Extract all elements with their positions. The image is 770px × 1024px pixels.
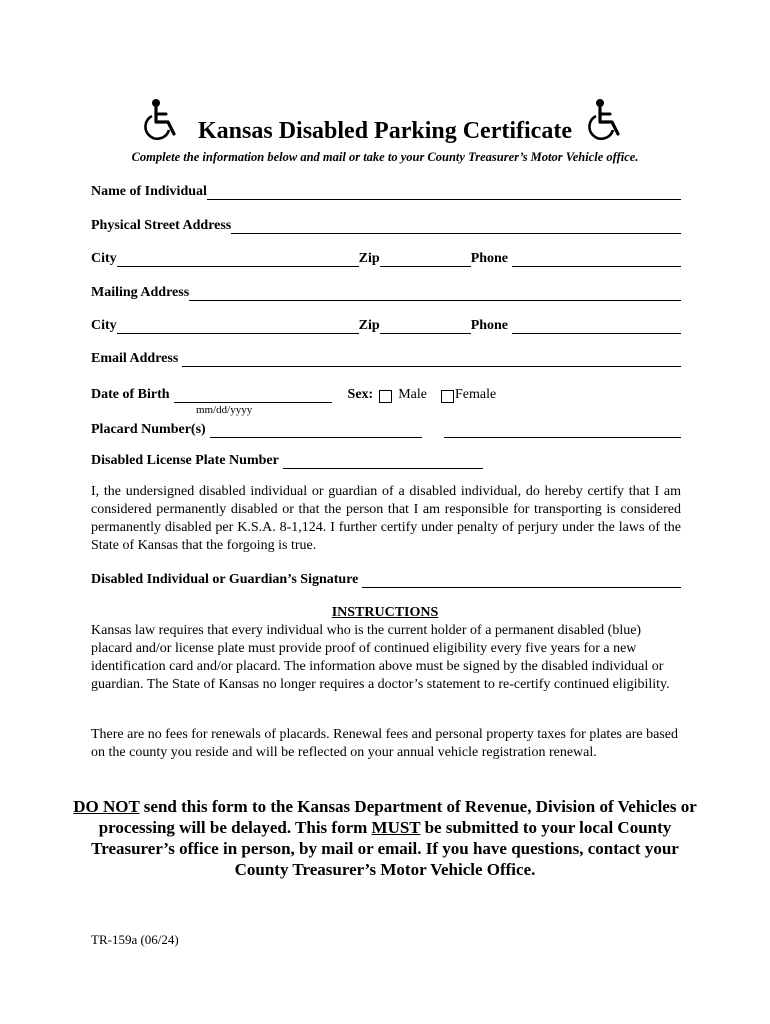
instructions-heading: INSTRUCTIONS	[331, 605, 439, 620]
physical-address-field[interactable]	[231, 219, 681, 234]
mailing-address-field[interactable]	[189, 286, 681, 301]
form-subtitle: Complete the information below and mail or take to your County Treasurer’s Motor Vehicle office.	[131, 150, 639, 164]
male-label: Male	[398, 387, 427, 402]
male-checkbox[interactable]	[379, 390, 392, 403]
female-checkbox[interactable]	[441, 390, 454, 403]
mailing-zip-field[interactable]	[380, 319, 471, 334]
wheelchair-icon	[144, 98, 182, 140]
zip-label: Zip	[358, 251, 380, 266]
city-zip-phone-row	[91, 247, 681, 267]
signature-row	[91, 568, 681, 588]
instructions-paragraph-1: Kansas law requires that every individual who is the current holder of a permanent disabled (blue) placard and/or license plate must provide proof of continued eligibility every five years for a new identification card and/or placard. The information above must be signed by the disabled individual or guardian. The State of Kansas no longer requires a doctor’s statement to re-certify continued eligibility.	[91, 623, 670, 692]
warning-do-not: DO NOT	[73, 797, 140, 816]
placard-row	[91, 418, 681, 438]
physical-address-row	[91, 214, 681, 234]
title-row	[0, 96, 770, 152]
mailing-city-zip-phone-row	[91, 314, 681, 334]
warning-must: MUST	[371, 818, 421, 837]
city-label: City	[91, 251, 117, 266]
city-field[interactable]	[117, 252, 359, 267]
dob-sex-row	[91, 383, 681, 403]
placard-label: Placard Number(s)	[91, 422, 206, 437]
female-label: Female	[454, 387, 497, 402]
signature-field[interactable]	[362, 573, 681, 588]
mailing-phone-field[interactable]	[512, 319, 681, 334]
warning-text-1: send this form to the Kansas Department of Revenue, Division of Vehicles or processing will be delayed. This form	[98, 797, 697, 837]
wheelchair-icon	[586, 98, 624, 140]
page-title: Kansas Disabled Parking Certificate	[198, 118, 572, 144]
mailing-address-row	[91, 281, 681, 301]
name-field[interactable]	[207, 185, 681, 200]
mailing-address-label: Mailing Address	[91, 285, 190, 300]
signature-label: Disabled Individual or Guardian’s Signature	[91, 572, 359, 587]
name-label: Name of Individual	[91, 184, 207, 199]
phone-field[interactable]	[512, 252, 681, 267]
dob-format-hint: mm/dd/yyyy	[196, 404, 253, 416]
email-label: Email Address	[91, 351, 179, 366]
phone-label: Phone	[470, 251, 509, 266]
phone-label: Phone	[470, 318, 509, 333]
zip-field[interactable]	[380, 252, 471, 267]
placard-field-1[interactable]	[210, 423, 422, 438]
plate-label: Disabled License Plate Number	[91, 453, 279, 468]
placard-field-2[interactable]	[444, 423, 681, 438]
instructions-paragraph-2: There are no fees for renewals of placards. Renewal fees and personal property taxes for plates are based on the county you reside and will be reflected on your annual vehicle registration renewal.	[91, 727, 678, 760]
plate-row	[91, 449, 681, 469]
certification-text: I, the undersigned disabled individual or guardian of a disabled individual, do hereby certify that I am considered permanently disabled or that the person that I am responsible for transporting is considered permanently disabled per K.S.A. 8-1,124. I further certify under penalty of perjury under the laws of the State of Kansas that the forgoing is true.	[91, 484, 681, 553]
dob-field[interactable]	[174, 388, 332, 403]
sex-label: Sex:	[347, 387, 374, 402]
dob-label: Date of Birth	[91, 387, 170, 402]
zip-label: Zip	[358, 318, 380, 333]
physical-address-label: Physical Street Address	[91, 218, 232, 233]
plate-field[interactable]	[283, 454, 483, 469]
name-row	[91, 180, 681, 200]
mailing-city-field[interactable]	[117, 319, 359, 334]
email-row	[91, 347, 681, 367]
warning-notice	[70, 796, 700, 880]
form-number: TR-159a (06/24)	[91, 932, 179, 947]
warning-text-2: be submitted to your local County Treasurer’s office in person, by mail or email. If you have questions, contact your County Treasurer’s Motor Vehicle Office.	[91, 818, 679, 879]
city-label: City	[91, 318, 117, 333]
email-field[interactable]	[182, 352, 681, 367]
